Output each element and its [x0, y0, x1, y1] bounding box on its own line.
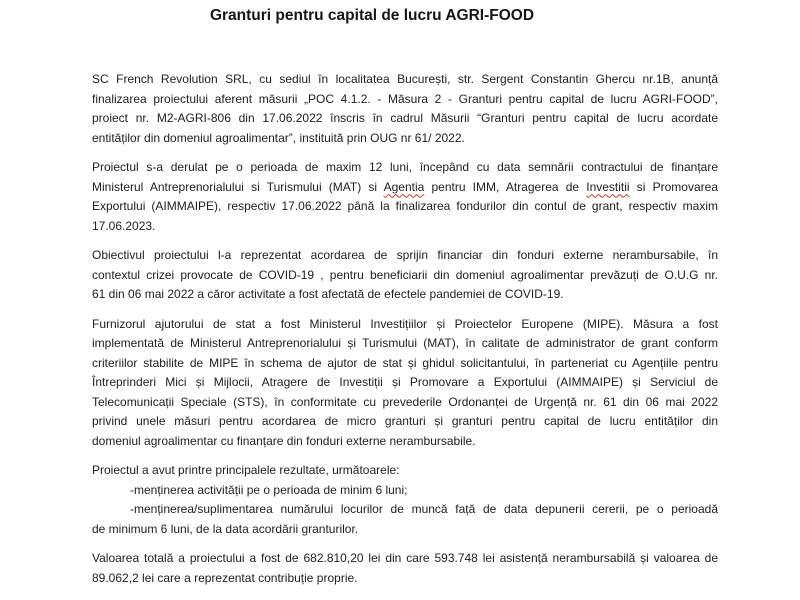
text-line: [92, 412, 718, 432]
paragraph: [92, 549, 718, 588]
text-segment: SC French Revolution SRL, cu sediul în localitatea București, str. Sergent Constantin Ghercu nr.1B, anunță: [92, 72, 718, 86]
paragraph: [92, 158, 718, 236]
text-segment: 61 din 06 mai 2022 a căror activitate a fost afectată de efectele pandemiei de COVID-19.: [92, 287, 564, 301]
text-line: [92, 158, 718, 178]
text-segment: finalizarea proiectului aferent măsurii „POC 4.1.2. - Măsura 2 - Granturi pentru capital de lucru AGRI-FOOD”,: [92, 91, 718, 106]
text-segment: si Promovarea: [629, 179, 718, 194]
paragraph: [92, 461, 718, 539]
text-segment: de minimum 6 luni, de la data acordării granturilor.: [92, 521, 359, 536]
text-line: [92, 432, 718, 452]
text-line: [92, 285, 718, 305]
text-line: [92, 373, 718, 393]
text-line: [92, 334, 718, 354]
text-segment: Proiectul a avut printre principalele rezultate, următoarele:: [92, 463, 400, 477]
text-line: [92, 520, 718, 540]
document-title: Granturi pentru capital de lucru AGRI-FOOD: [209, 7, 535, 24]
text-line: [92, 217, 718, 237]
text-line: [92, 129, 718, 149]
misspelled-word: Agentia: [383, 179, 425, 194]
text-segment: -menținerea/suplimentarea numărului locurilor de muncă față de data depunerii cererii, pe o perioadă: [130, 502, 718, 516]
text-line: [92, 178, 718, 198]
text-segment: Proiectul s-a derulat pe o perioada de maxim 12 luni, începând cu data semnării contractului de finanțare: [92, 160, 718, 174]
text-segment: Telecomunicații Speciale (STS), în conformitate cu prevederile Ordonanței de Urgență nr. 61 din 06 mai 2022: [92, 394, 718, 409]
text-line: [92, 90, 718, 110]
text-line: [92, 246, 718, 266]
text-segment: entităților din domeniul agroalimentar”, instituită prin OUG nr 61/ 2022.: [92, 130, 465, 145]
text-segment: implementată de Ministerul Antreprenorialului și Turismului (MAT), în calitate de administrator de grant conform: [92, 336, 718, 350]
text-line: [92, 393, 718, 413]
text-segment: contextul crizei provocate de COVID-19 , pentru beneficiarii din domeniul agroalimentar prevăzuți de O.U.G nr.: [92, 267, 718, 282]
paragraph: [92, 246, 718, 305]
text-segment: 89.062,2 lei care a reprezentat contribuție proprie.: [92, 570, 358, 585]
text-segment: privind unele măsuri pentru acordarea de micro granturi și granturi pentru capital de lucru entităților din: [92, 414, 718, 428]
text-line: [92, 354, 718, 374]
text-line: [92, 70, 718, 90]
text-segment: Obiectivul proiectului l-a reprezentat acordarea de sprijin financiar din fonduri externe nerambursabile, în: [92, 248, 718, 262]
text-line: [92, 109, 718, 129]
text-segment: proiect nr. M2-AGRI-806 din 17.06.2022 înscris în cadrul Măsurii “Granturi pentru capital de lucru acordate: [92, 111, 718, 125]
text-line: [92, 549, 718, 569]
text-line: [92, 266, 718, 286]
misspelled-word: Investitii: [586, 179, 630, 194]
text-line: [92, 315, 718, 335]
text-segment: criteriilor stabilite de MIPE în schema de ajutor de stat și ghidul solicitantului, în parteneriat cu Agențiile pentru: [92, 355, 718, 370]
text-segment: 17.06.2023.: [92, 218, 156, 233]
text-segment: Furnizorul ajutorului de stat a fost Ministerul Investițiilor și Proiectelor Europene (MIPE). Măsura a fost: [92, 316, 718, 331]
text-line: [92, 197, 718, 217]
text-line: [92, 461, 718, 481]
text-segment: -menținerea activității pe o perioada de minim 6 luni;: [130, 482, 408, 497]
text-line: [92, 481, 718, 501]
paragraph: [92, 70, 718, 148]
text-segment: domeniul agroalimentar cu finanțare din fonduri externe nerambursabile.: [92, 433, 476, 448]
text-segment: Ministerul Antreprenorialului si Turismului (MAT) si: [92, 179, 384, 194]
text-segment: Valoarea totală a proiectului a fost de 682.810,20 lei din care 593.748 lei asistență nerambursabilă și valoarea de: [92, 551, 718, 565]
text-line: [92, 500, 718, 520]
text-line: [92, 569, 718, 589]
text-segment: pentru IMM, Atragerea de: [424, 179, 587, 194]
text-segment: Întreprinderi Mici și Mijlocii, Atragere de Investiții și Promovare a Exportului (AIMMAIPE) și Serviciul de: [92, 375, 718, 389]
paragraph: [92, 315, 718, 452]
text-segment: Exportului (AIMMAIPE), respectiv 17.06.2022 până la finalizarea fondurilor din contul de grant, respectiv maxim: [92, 199, 718, 213]
document-body: [92, 70, 718, 588]
